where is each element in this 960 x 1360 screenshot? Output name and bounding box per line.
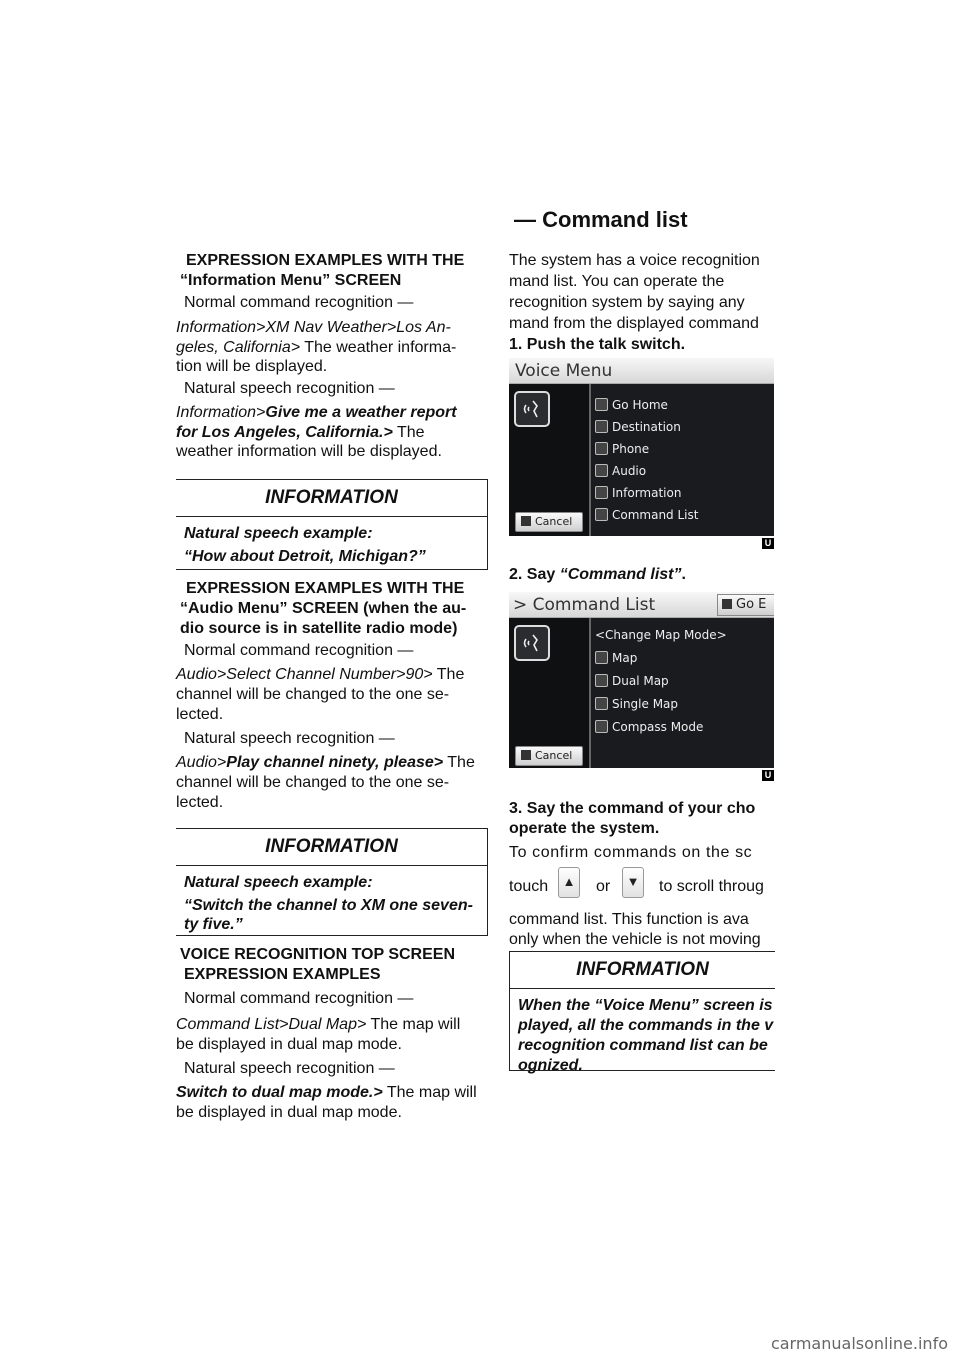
- talk-icon: [514, 391, 550, 427]
- intro-line1: The system has a voice recognition: [509, 252, 760, 269]
- voice-command-icon: [595, 697, 608, 710]
- normal-label-3: Normal command recognition —: [184, 990, 414, 1007]
- cancel-icon: [521, 750, 531, 760]
- scroll-label: to scroll throug: [659, 878, 764, 895]
- audio-nat-line2: channel will be changed to the one se-: [176, 774, 450, 791]
- top-normal-italic: Command List>Dual Map>: [176, 1016, 367, 1033]
- top-nat-bold: Switch to dual map mode.>: [176, 1084, 383, 1101]
- scroll-up-button-icon[interactable]: ▲: [558, 867, 580, 898]
- voice-command-icon: [595, 486, 608, 499]
- intro-line3: recognition system by saying any: [509, 294, 745, 311]
- normal-label-1: Normal command recognition —: [184, 294, 414, 311]
- figure-code: U: [762, 538, 774, 549]
- audio-nat-line3: lected.: [176, 794, 224, 811]
- command-list-left-panel: [509, 618, 589, 768]
- voice-menu-title: Voice Menu: [515, 361, 613, 381]
- audio-normal-line2: channel will be changed to the one se-: [176, 686, 450, 703]
- cancel-label: Cancel: [535, 515, 573, 528]
- heading-top-line2: EXPRESSION EXAMPLES: [184, 966, 381, 983]
- natural-label-1: Natural speech recognition —: [184, 380, 395, 397]
- voice-menu-left-panel: [509, 384, 589, 536]
- info-normal-italic: geles, California>: [176, 339, 301, 356]
- voice-command-icon: [595, 508, 608, 521]
- voice-menu-item[interactable]: [595, 420, 681, 438]
- item-label: Audio: [612, 464, 647, 478]
- item-label: Information: [612, 486, 682, 500]
- talk-icon: [514, 625, 550, 661]
- voice-menu-screenshot: [509, 358, 774, 536]
- audio-normal-line3: lected.: [176, 706, 224, 723]
- voice-menu-titlebar: [509, 358, 774, 384]
- confirm-line4: only when the vehicle is not moving: [509, 931, 761, 948]
- heading-audio-line2: “Audio Menu” SCREEN (when the au-: [180, 600, 467, 617]
- top-nat-line1: [176, 1082, 477, 1103]
- info-nat-result: The: [392, 424, 425, 441]
- command-list-screenshot: [509, 592, 774, 768]
- info-nat-italic: Information>: [176, 404, 266, 421]
- intro-line4: mand from the displayed command: [509, 315, 759, 332]
- top-normal-line2: be displayed in dual map mode.: [176, 1036, 402, 1053]
- voice-menu-item[interactable]: [595, 442, 649, 460]
- heading-top-line1: VOICE RECOGNITION TOP SCREEN: [180, 946, 456, 963]
- info-box-line1: Natural speech example:: [184, 874, 373, 891]
- info-box-line3: ty five.”: [184, 916, 243, 933]
- info-normal-line3: tion will be displayed.: [176, 358, 328, 375]
- step-2-prefix: 2. Say: [509, 566, 560, 583]
- item-label: Single Map: [612, 697, 679, 711]
- or-label: or: [596, 878, 611, 895]
- confirm-line1: To confirm commands on the sc: [509, 844, 753, 861]
- info-box-title: INFORMATION: [176, 829, 487, 866]
- step-2: [509, 564, 686, 585]
- section-title: — Command list: [514, 207, 688, 232]
- voice-command-icon: [595, 720, 608, 733]
- voice-command-icon: [595, 442, 608, 455]
- top-normal-line1: [176, 1014, 460, 1035]
- natural-label-3: Natural speech recognition —: [184, 1060, 395, 1077]
- heading-audio-line1: EXPRESSION EXAMPLES WITH THE: [186, 580, 465, 597]
- cancel-button[interactable]: [515, 512, 583, 532]
- item-label: Command List: [612, 508, 699, 522]
- info-box-line4: ognized.: [518, 1057, 583, 1074]
- info-nat-bold: Give me a weather report: [265, 404, 457, 421]
- audio-nat-italic: Audio>: [176, 754, 227, 771]
- voice-command-icon: [595, 464, 608, 477]
- scroll-down-button-icon[interactable]: ▼: [622, 867, 644, 898]
- info-nat-bold2: for Los Angeles, California.>: [176, 424, 393, 441]
- command-list-list: [589, 618, 774, 768]
- command-list-titlebar: [509, 592, 774, 618]
- intro-line2: mand list. You can operate the: [509, 273, 725, 290]
- cancel-icon: [521, 516, 531, 526]
- command-list-header: <Change Map Mode>: [595, 628, 727, 642]
- info-nat-line3: weather information will be displayed.: [176, 443, 442, 460]
- cancel-label: Cancel: [535, 749, 573, 762]
- natural-label-2: Natural speech recognition —: [184, 730, 395, 747]
- info-box-line1: When the “Voice Menu” screen is: [518, 997, 773, 1014]
- audio-nat-bold: Play channel ninety, please>: [226, 754, 444, 771]
- voice-menu-item[interactable]: [595, 464, 646, 482]
- voice-command-icon: [595, 674, 608, 687]
- command-list-title: [513, 595, 655, 615]
- item-label: Dual Map: [612, 674, 669, 688]
- audio-nat-line1: [176, 752, 475, 773]
- item-label: Destination: [612, 420, 681, 434]
- normal-label-2: Normal command recognition —: [184, 642, 414, 659]
- info-nat-line1: [176, 402, 457, 423]
- info-nat-line2: [176, 422, 425, 443]
- audio-normal-result: The: [432, 666, 465, 683]
- command-list-item[interactable]: [595, 674, 669, 692]
- audio-normal-italic: Audio>Select Channel Number>90>: [176, 666, 433, 683]
- go-button[interactable]: [717, 594, 774, 616]
- step-3-line1: 3. Say the command of your cho: [509, 800, 756, 817]
- info-box-1: [176, 479, 488, 570]
- info-box-title: INFORMATION: [510, 952, 775, 989]
- figure-code: U: [762, 770, 774, 781]
- top-nat-line2: be displayed in dual map mode.: [176, 1104, 402, 1121]
- step-3-line2: operate the system.: [509, 820, 660, 837]
- voice-command-icon: [595, 651, 608, 664]
- watermark: carmanualsonline.info: [770, 1334, 948, 1353]
- command-list-item[interactable]: [595, 697, 678, 715]
- cancel-button[interactable]: [515, 746, 583, 766]
- voice-command-icon: [595, 398, 608, 411]
- top-normal-result: The map will: [366, 1016, 461, 1033]
- voice-menu-item[interactable]: [595, 508, 698, 526]
- item-label: Map: [612, 651, 638, 665]
- info-normal-line2: [176, 337, 456, 358]
- info-box-line2: “How about Detroit, Michigan?”: [184, 548, 426, 565]
- step-2-command: “Command list”: [559, 566, 682, 583]
- info-box-line2: “Switch the channel to XM one seven-: [184, 897, 473, 914]
- info-normal-line1: Information>XM Nav Weather>Los An-: [176, 319, 451, 336]
- command-list-title-text: Command List: [532, 595, 656, 615]
- audio-nat-result: The: [443, 754, 475, 771]
- top-nat-result: The map will: [382, 1084, 477, 1101]
- step-1: 1. Push the talk switch.: [509, 336, 686, 353]
- info-normal-result: The weather informa-: [300, 339, 457, 356]
- item-label: Go Home: [612, 398, 668, 412]
- chevron-right-icon: >: [513, 595, 533, 615]
- command-list-item[interactable]: [595, 720, 703, 738]
- confirm-line3: command list. This function is ava: [509, 911, 749, 928]
- info-box-3: [509, 951, 775, 1074]
- item-label: Compass Mode: [612, 720, 704, 734]
- voice-menu-list: [589, 384, 774, 536]
- info-box-line2: played, all the commands in the v: [518, 1017, 774, 1034]
- touch-label: touch: [509, 878, 549, 895]
- heading-audio-line3: dio source is in satellite radio mode): [180, 620, 458, 637]
- heading-info-line1: EXPRESSION EXAMPLES WITH THE: [186, 252, 465, 269]
- info-box-2: [176, 828, 488, 936]
- go-button-label: Go E: [736, 597, 767, 612]
- go-icon: [722, 599, 732, 609]
- voice-menu-item[interactable]: [595, 486, 681, 504]
- info-box-line1: Natural speech example:: [184, 525, 373, 542]
- heading-info-line2: “Information Menu” SCREEN: [180, 272, 402, 289]
- info-box-title: INFORMATION: [176, 480, 487, 517]
- voice-menu-item[interactable]: [595, 398, 668, 416]
- item-label: Phone: [612, 442, 650, 456]
- audio-normal-line1: [176, 664, 464, 685]
- voice-command-icon: [595, 420, 608, 433]
- info-box-line3: recognition command list can be: [518, 1037, 768, 1054]
- command-list-item[interactable]: [595, 651, 637, 669]
- step-2-suffix: .: [681, 566, 686, 583]
